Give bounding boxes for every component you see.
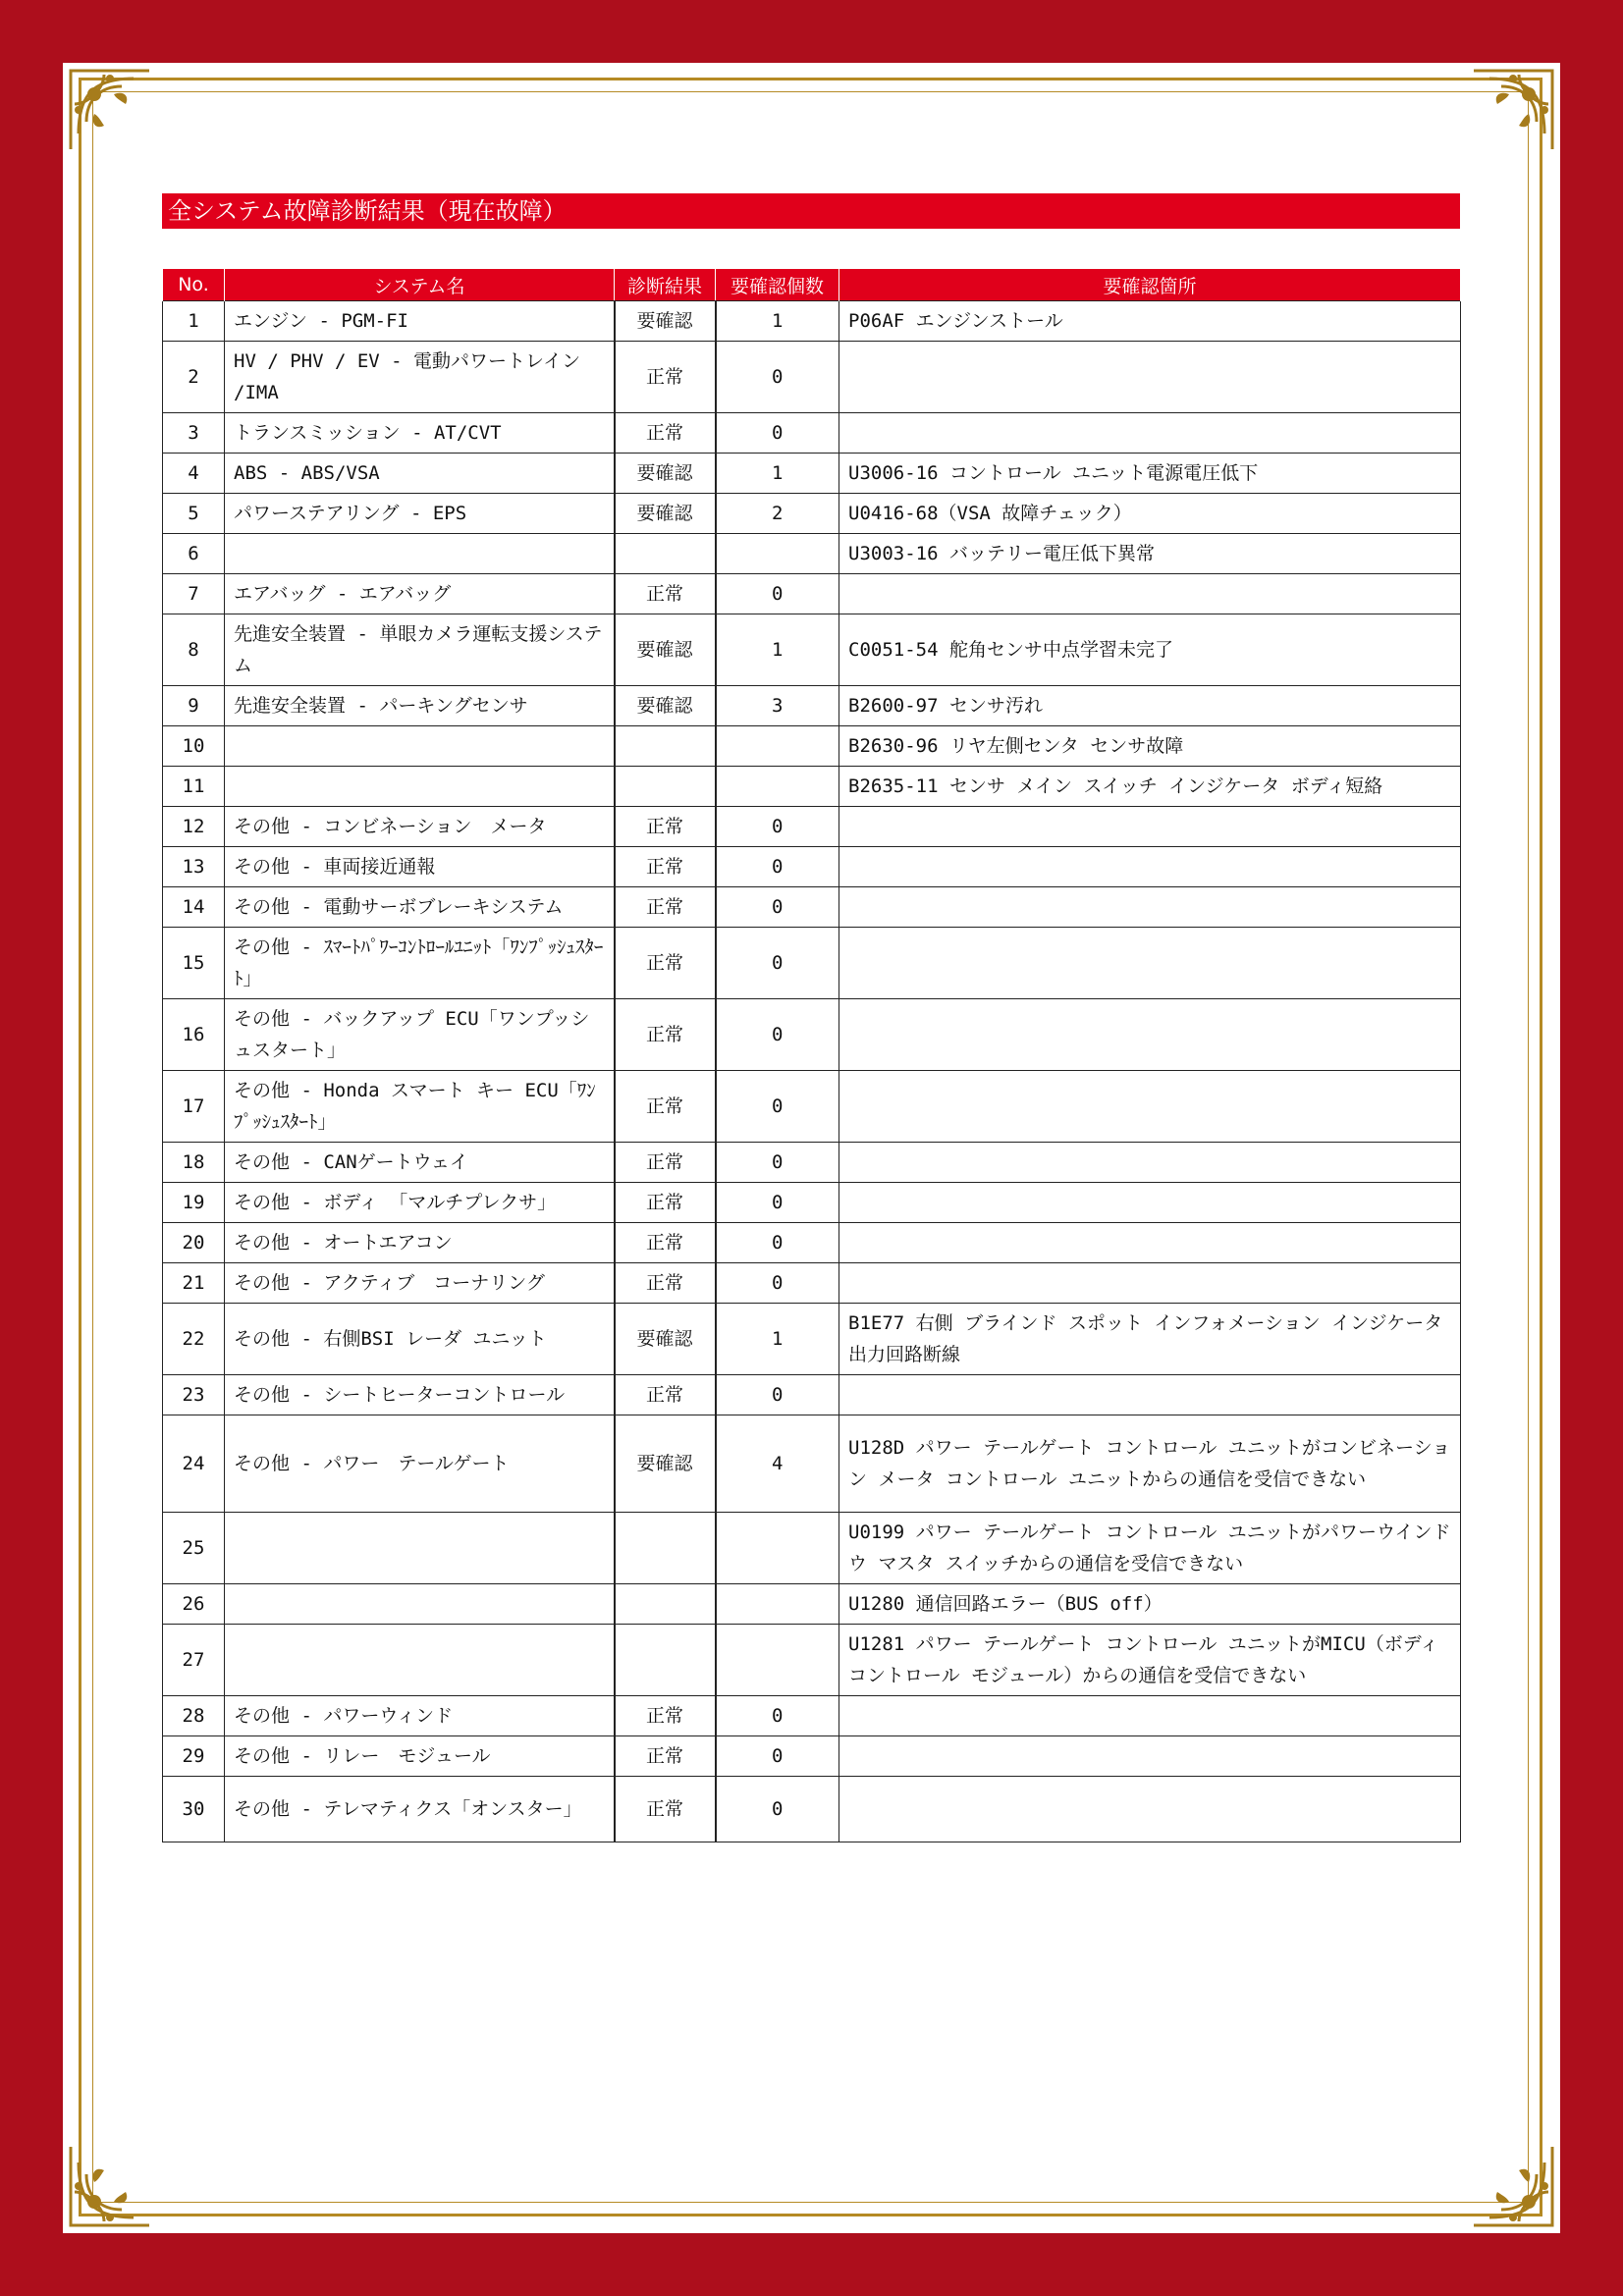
diagnosis-result: 正常: [615, 887, 716, 928]
table-row: [163, 686, 1461, 726]
table-row: [163, 999, 1461, 1071]
system-name: [225, 534, 615, 574]
check-detail: [839, 999, 1461, 1071]
row-no: 18: [163, 1143, 225, 1183]
diagnosis-result: 要確認: [615, 454, 716, 494]
system-name: 先進安全装置 - パーキングセンサ: [225, 686, 615, 726]
table-row: [163, 342, 1461, 413]
check-detail: [839, 1183, 1461, 1223]
diagnosis-result: 正常: [615, 574, 716, 614]
system-name: エアバッグ - エアバッグ: [225, 574, 615, 614]
check-detail: [839, 1736, 1461, 1777]
system-name: その他 - 車両接近通報: [225, 847, 615, 887]
diagnosis-result: 正常: [615, 1071, 716, 1143]
check-detail: [839, 1263, 1461, 1304]
check-count: [716, 1513, 839, 1584]
col-header-no: No.: [163, 269, 225, 301]
check-detail: [839, 928, 1461, 999]
check-count: 0: [716, 1696, 839, 1736]
table-row: [163, 928, 1461, 999]
col-header-detail: 要確認箇所: [839, 269, 1461, 301]
check-count: 3: [716, 686, 839, 726]
system-name: その他 - オートエアコン: [225, 1223, 615, 1263]
row-no: 15: [163, 928, 225, 999]
check-count: 0: [716, 1143, 839, 1183]
check-detail: P06AF エンジンストール: [839, 301, 1461, 342]
check-count: 0: [716, 1736, 839, 1777]
diagnosis-result: 正常: [615, 1143, 716, 1183]
row-no: 10: [163, 726, 225, 767]
diagnosis-result: 正常: [615, 847, 716, 887]
row-no: 27: [163, 1625, 225, 1696]
system-name: その他 - コンビネーション メータ: [225, 807, 615, 847]
table-row: [163, 1183, 1461, 1223]
check-count: [716, 767, 839, 807]
check-count: 1: [716, 454, 839, 494]
diagnosis-result: 正常: [615, 928, 716, 999]
diagnosis-result: [615, 1513, 716, 1584]
check-count: 4: [716, 1415, 839, 1513]
table-row: [163, 574, 1461, 614]
check-detail: U1280 通信回路エラー（BUS off）: [839, 1584, 1461, 1625]
check-count: 1: [716, 301, 839, 342]
system-name: その他 - CANゲートウェイ: [225, 1143, 615, 1183]
diagnosis-result: 要確認: [615, 301, 716, 342]
check-count: 0: [716, 574, 839, 614]
check-count: 1: [716, 614, 839, 686]
row-no: 22: [163, 1304, 225, 1375]
check-detail: [839, 1777, 1461, 1842]
row-no: 13: [163, 847, 225, 887]
col-header-result: 診断結果: [615, 269, 716, 301]
row-no: 16: [163, 999, 225, 1071]
row-no: 21: [163, 1263, 225, 1304]
system-name: その他 - 右側BSI レーダ ユニット: [225, 1304, 615, 1375]
corner-ornament-icon: [65, 2141, 155, 2231]
table-row: [163, 1696, 1461, 1736]
check-count: [716, 534, 839, 574]
table-row: [163, 1625, 1461, 1696]
table-row: [163, 1143, 1461, 1183]
check-detail: [839, 342, 1461, 413]
diagnosis-result: 正常: [615, 1375, 716, 1415]
row-no: 26: [163, 1584, 225, 1625]
row-no: 14: [163, 887, 225, 928]
row-no: 25: [163, 1513, 225, 1584]
system-name: ABS - ABS/VSA: [225, 454, 615, 494]
check-detail: B2600-97 センサ汚れ: [839, 686, 1461, 726]
table-header-row: [163, 269, 1461, 301]
col-header-system: システム名: [225, 269, 615, 301]
diagnosis-result: 正常: [615, 1223, 716, 1263]
diagnosis-result: 要確認: [615, 614, 716, 686]
system-name: トランスミッション - AT/CVT: [225, 413, 615, 454]
row-no: 5: [163, 494, 225, 534]
row-no: 23: [163, 1375, 225, 1415]
diagnosis-result: 正常: [615, 1696, 716, 1736]
row-no: 1: [163, 301, 225, 342]
system-name: [225, 1584, 615, 1625]
check-count: 0: [716, 413, 839, 454]
diagnosis-result: [615, 1625, 716, 1696]
check-detail: B2635-11 センサ メイン スイッチ インジケータ ボディ短絡: [839, 767, 1461, 807]
check-detail: U0416-68（VSA 故障チェック）: [839, 494, 1461, 534]
diagnosis-result: 要確認: [615, 686, 716, 726]
system-name: その他 - ｽﾏｰﾄﾊﾟﾜｰｺﾝﾄﾛｰﾙﾕﾆｯﾄ「ﾜﾝﾌﾟｯｼｭｽﾀｰﾄ」: [225, 928, 615, 999]
check-detail: B2630-96 リヤ左側センタ センサ故障: [839, 726, 1461, 767]
diagnosis-result: 正常: [615, 999, 716, 1071]
table-row: [163, 847, 1461, 887]
diagnosis-result: 要確認: [615, 1304, 716, 1375]
table-row: [163, 614, 1461, 686]
diagnosis-result: [615, 767, 716, 807]
system-name: エンジン - PGM-FI: [225, 301, 615, 342]
check-detail: [839, 847, 1461, 887]
check-detail: U128D パワー テールゲート コントロール ユニットがコンビネーション メータ コントロール ユニットからの通信を受信できない: [839, 1415, 1461, 1513]
diagnosis-result: 正常: [615, 807, 716, 847]
diagnosis-result: [615, 534, 716, 574]
system-name: HV / PHV / EV - 電動パワートレイン /IMA: [225, 342, 615, 413]
row-no: 4: [163, 454, 225, 494]
table-row: [163, 767, 1461, 807]
system-name: パワーステアリング - EPS: [225, 494, 615, 534]
system-name: その他 - パワー テールゲート: [225, 1415, 615, 1513]
table-row: [163, 1223, 1461, 1263]
row-no: 17: [163, 1071, 225, 1143]
row-no: 7: [163, 574, 225, 614]
system-name: その他 - バックアップ ECU「ワンプッシュスタート」: [225, 999, 615, 1071]
table-row: [163, 1304, 1461, 1375]
system-name: [225, 1625, 615, 1696]
corner-ornament-icon: [1468, 65, 1558, 155]
row-no: 8: [163, 614, 225, 686]
check-count: 0: [716, 1375, 839, 1415]
table-row: [163, 1415, 1461, 1513]
table-row: [163, 1071, 1461, 1143]
table-row: [163, 807, 1461, 847]
diagnosis-result: 正常: [615, 342, 716, 413]
system-name: その他 - シートヒーターコントロール: [225, 1375, 615, 1415]
check-detail: B1E77 右側 ブラインド スポット インフォメーション インジケータ出力回路断線: [839, 1304, 1461, 1375]
check-count: [716, 1584, 839, 1625]
table-row: [163, 1584, 1461, 1625]
report-title: 全システム故障診断結果（現在故障）: [162, 193, 1460, 229]
check-count: 1: [716, 1304, 839, 1375]
row-no: 29: [163, 1736, 225, 1777]
diagnosis-result: 正常: [615, 1777, 716, 1842]
system-name: その他 - 電動サーボブレーキシステム: [225, 887, 615, 928]
table-row: [163, 1736, 1461, 1777]
row-no: 24: [163, 1415, 225, 1513]
system-name: その他 - リレー モジュール: [225, 1736, 615, 1777]
table-row: [163, 726, 1461, 767]
table-row: [163, 1777, 1461, 1842]
check-count: 0: [716, 807, 839, 847]
check-detail: U0199 パワー テールゲート コントロール ユニットがパワーウインドウ マスタ スイッチからの通信を受信できない: [839, 1513, 1461, 1584]
check-detail: [839, 1071, 1461, 1143]
diagnosis-result: 正常: [615, 1183, 716, 1223]
table-row: [163, 413, 1461, 454]
check-count: 0: [716, 1071, 839, 1143]
table-row: [163, 1513, 1461, 1584]
system-name: 先進安全装置 - 単眼カメラ運転支援システム: [225, 614, 615, 686]
col-header-count: 要確認個数: [716, 269, 839, 301]
system-name: その他 - ボディ 「マルチプレクサ」: [225, 1183, 615, 1223]
check-detail: [839, 1223, 1461, 1263]
system-name: その他 - テレマティクス「オンスター」: [225, 1777, 615, 1842]
diagnosis-table: [162, 269, 1461, 1842]
check-count: 0: [716, 1223, 839, 1263]
system-name: [225, 767, 615, 807]
check-detail: [839, 1696, 1461, 1736]
check-count: 0: [716, 1777, 839, 1842]
system-name: その他 - アクティブ コーナリング: [225, 1263, 615, 1304]
check-count: 0: [716, 342, 839, 413]
diagnosis-result: 正常: [615, 413, 716, 454]
check-count: [716, 1625, 839, 1696]
system-name: その他 - Honda スマート キー ECU「ﾜﾝﾌﾟｯｼｭｽﾀｰﾄ」: [225, 1071, 615, 1143]
check-detail: [839, 887, 1461, 928]
check-detail: U3006-16 コントロール ユニット電源電圧低下: [839, 454, 1461, 494]
diagnosis-result: 正常: [615, 1736, 716, 1777]
check-detail: [839, 574, 1461, 614]
row-no: 9: [163, 686, 225, 726]
check-count: 0: [716, 1263, 839, 1304]
table-row: [163, 494, 1461, 534]
check-detail: [839, 1143, 1461, 1183]
diagnosis-result: 要確認: [615, 1415, 716, 1513]
diagnosis-result: 要確認: [615, 494, 716, 534]
table-row: [163, 887, 1461, 928]
table-row: [163, 1375, 1461, 1415]
table-row: [163, 301, 1461, 342]
check-detail: U1281 パワー テールゲート コントロール ユニットがMICU（ボディ コントロール モジュール）からの通信を受信できない: [839, 1625, 1461, 1696]
corner-ornament-icon: [65, 65, 155, 155]
diagnosis-result: [615, 726, 716, 767]
row-no: 28: [163, 1696, 225, 1736]
row-no: 20: [163, 1223, 225, 1263]
check-detail: U3003-16 バッテリー電圧低下異常: [839, 534, 1461, 574]
system-name: [225, 1513, 615, 1584]
check-detail: [839, 413, 1461, 454]
system-name: [225, 726, 615, 767]
check-count: 0: [716, 1183, 839, 1223]
check-detail: [839, 1375, 1461, 1415]
system-name: その他 - パワーウィンド: [225, 1696, 615, 1736]
row-no: 11: [163, 767, 225, 807]
check-count: 2: [716, 494, 839, 534]
check-count: 0: [716, 928, 839, 999]
check-detail: [839, 807, 1461, 847]
corner-ornament-icon: [1468, 2141, 1558, 2231]
table-row: [163, 454, 1461, 494]
row-no: 12: [163, 807, 225, 847]
row-no: 30: [163, 1777, 225, 1842]
diagnosis-result: [615, 1584, 716, 1625]
check-count: [716, 726, 839, 767]
check-count: 0: [716, 999, 839, 1071]
row-no: 3: [163, 413, 225, 454]
table-row: [163, 1263, 1461, 1304]
row-no: 2: [163, 342, 225, 413]
check-detail: C0051-54 舵角センサ中点学習未完了: [839, 614, 1461, 686]
row-no: 6: [163, 534, 225, 574]
row-no: 19: [163, 1183, 225, 1223]
check-count: 0: [716, 887, 839, 928]
table-row: [163, 534, 1461, 574]
diagnosis-result: 正常: [615, 1263, 716, 1304]
check-count: 0: [716, 847, 839, 887]
